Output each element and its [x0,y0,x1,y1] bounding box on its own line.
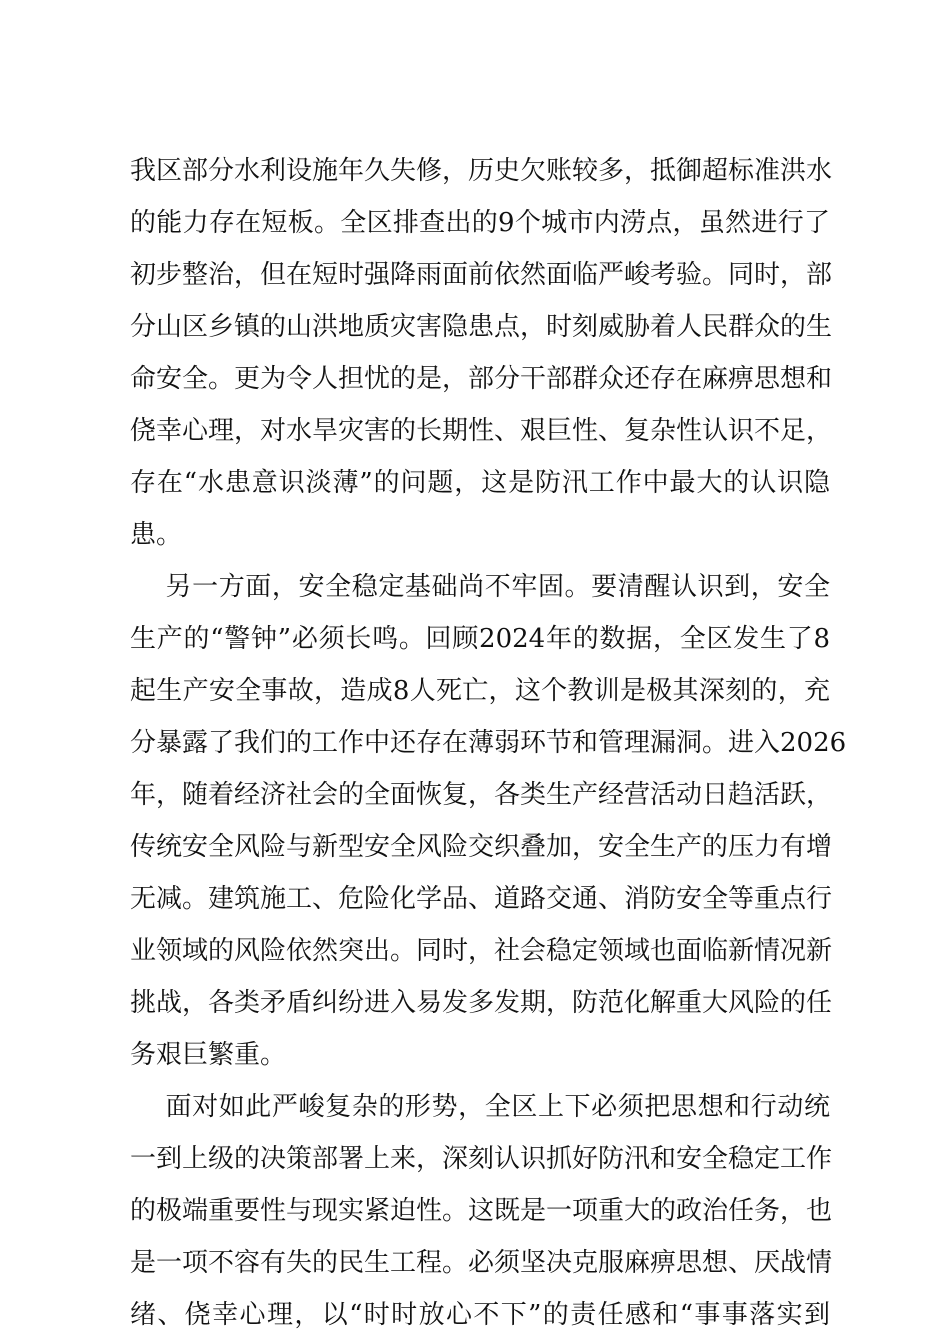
text-line: 命安全。更为令人担忧的是，部分干部群众还存在麻痹思想和 [130,364,833,394]
paragraph-call-to-action [130,1081,833,1341]
text-line: 另一方面，安全稳定基础尚不牢固。要清醒认识到，安全 [130,572,830,602]
paragraph-safety-stability [130,561,847,1081]
text-line: 患。 [130,520,183,550]
text-line: 绪、侥幸心理，以“时时放心不下”的责任感和“事事落实到 [130,1300,830,1330]
text-line: 起生产安全事故，造成8人死亡，这个教训是极其深刻的，充 [130,676,830,706]
text-line: 务艰巨繁重。 [130,1040,287,1070]
text-line: 存在“水患意识淡薄”的问题，这是防汛工作中最大的认识隐 [130,468,830,498]
text-line: 是一项不容有失的民生工程。必须坚决克服麻痹思想、厌战情 [130,1248,833,1278]
text-line: 侥幸心理，对水旱灾害的长期性、艰巨性、复杂性认识不足， [130,416,833,446]
document-body [130,145,847,1341]
text-line: 分暴露了我们的工作中还存在薄弱环节和管理漏洞。进入2026 [130,728,847,758]
text-line: 业领域的风险依然突出。同时，社会稳定领域也面临新情况新 [130,936,833,966]
text-line: 我区部分水利设施年久失修，历史欠账较多，抵御超标准洪水 [130,156,833,186]
paragraph-flood-risks [130,145,833,561]
text-line: 无减。建筑施工、危险化学品、道路交通、消防安全等重点行 [130,884,833,914]
text-line: 年，随着经济社会的全面恢复，各类生产经营活动日趋活跃， [130,780,833,810]
text-line: 分山区乡镇的山洪地质灾害隐患点，时刻威胁着人民群众的生 [130,312,833,342]
text-line: 面对如此严峻复杂的形势，全区上下必须把思想和行动统 [130,1092,830,1122]
text-line: 初步整治，但在短时强降雨面前依然面临严峻考验。同时，部 [130,260,833,290]
text-line: 的极端重要性与现实紧迫性。这既是一项重大的政治任务，也 [130,1196,833,1226]
text-line: 一到上级的决策部署上来，深刻认识抓好防汛和安全稳定工作 [130,1144,833,1174]
text-line: 传统安全风险与新型安全风险交织叠加，安全生产的压力有增 [130,832,833,862]
text-line: 挑战，各类矛盾纠纷进入易发多发期，防范化解重大风险的任 [130,988,833,1018]
text-line: 生产的“警钟”必须长鸣。回顾2024年的数据，全区发生了8 [130,624,830,654]
text-line: 的能力存在短板。全区排查出的9个城市内涝点，虽然进行了 [130,208,830,238]
